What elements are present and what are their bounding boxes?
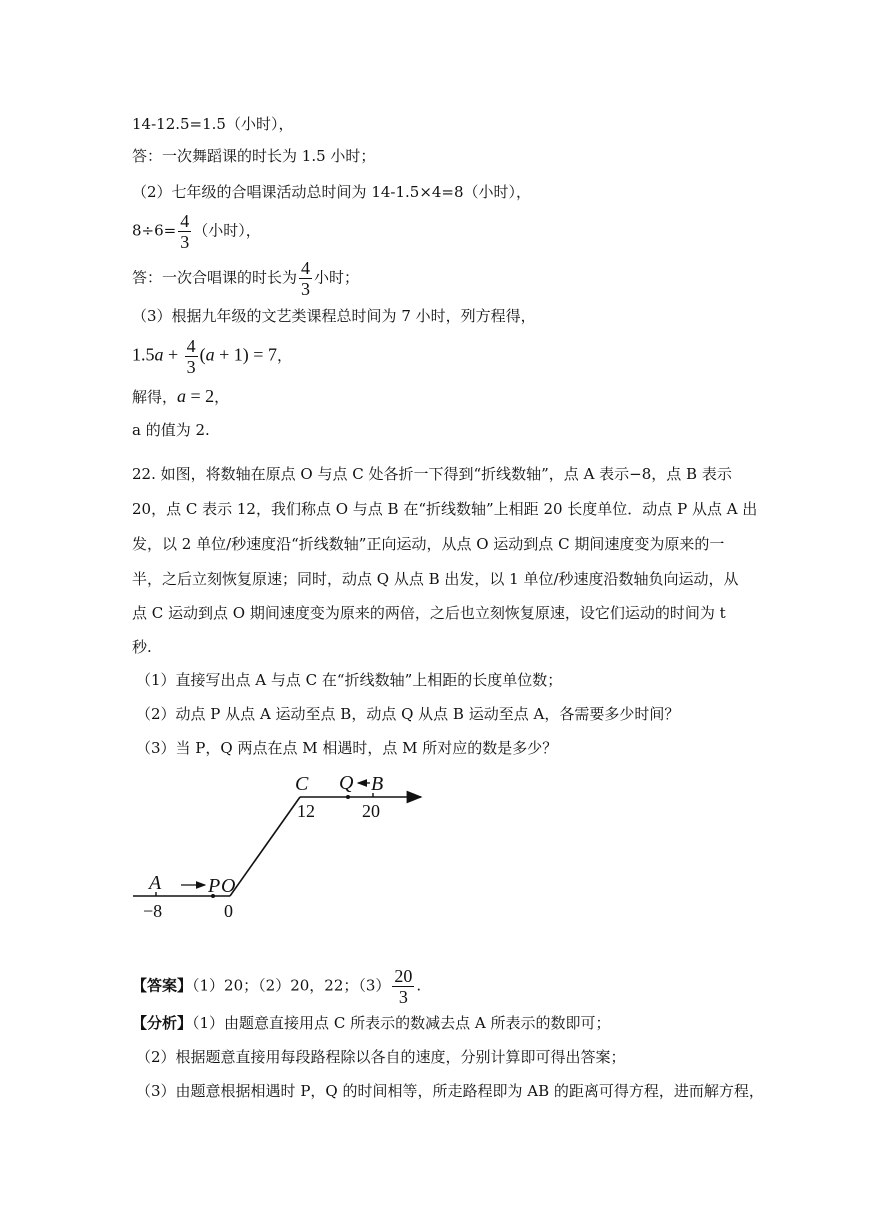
- fraction-numerator: 20: [394, 966, 413, 986]
- solution-line-1: 14-12.5=1.5（小时），: [132, 115, 294, 133]
- fraction-numerator: 4: [186, 336, 196, 356]
- problem-line-1: 22. 如图，将数轴在原点 O 与点 C 处各折一下得到“折线数轴”，点 A 表示−8，点 B 表示: [132, 465, 732, 483]
- analysis-tag: 【分析】: [132, 1014, 193, 1032]
- question-3: （3）当 P，Q 两点在点 M 相遇时，点 M 所对应的数是多少？: [136, 739, 558, 757]
- solution-line-4: [132, 211, 261, 252]
- equation-variable: a: [205, 344, 215, 365]
- answer-line: [132, 966, 421, 1007]
- tick-label-20: 20: [362, 801, 380, 821]
- fraction-denominator: 3: [301, 279, 311, 299]
- answer-tag: 【答案】: [132, 976, 193, 995]
- solve-value: = 2: [186, 386, 215, 406]
- question-2: （2）动点 P 从点 A 运动至点 B，动点 Q 从点 B 运动至点 A，各需要多少时间？: [136, 705, 680, 723]
- label-A: A: [149, 872, 162, 894]
- analysis-line-1: [132, 1013, 610, 1033]
- solve-text: 解得，: [132, 388, 178, 406]
- tick-label-0: 0: [224, 901, 233, 921]
- equation-paren: (: [199, 344, 206, 365]
- unit-text: 小时；: [314, 268, 360, 287]
- fraction-four-thirds: [299, 258, 312, 299]
- equation-plus: +: [163, 344, 183, 365]
- slanted-axis: [230, 797, 300, 896]
- unit-text: （小时），: [193, 221, 261, 240]
- analysis-line-2: （2）根据题意直接用每段路程除以各自的速度，分别计算即可得出答案；: [136, 1048, 626, 1066]
- equation-tail: + 1) = 7: [214, 344, 277, 365]
- solve-comma: ，: [214, 388, 230, 406]
- label-Q: Q: [339, 772, 354, 794]
- problem-line-2: 20，点 C 表示 12，我们称点 O 与点 B 在“折线数轴”上相距 20 长度单位．动点 P 从点 A 出: [132, 500, 758, 518]
- equation-coefficient: 1.5: [132, 344, 155, 365]
- fraction-twenty-thirds: [392, 966, 414, 1007]
- tick-label-neg8: −8: [143, 901, 163, 921]
- point-Q: [346, 795, 350, 799]
- folded-number-line-figure: [125, 765, 435, 925]
- analysis-line-3: （3）由题意根据相遇时 P，Q 的时间相等，所走路程即为 AB 的距离可得方程，进而解方程，: [136, 1082, 764, 1100]
- fraction-denominator: 3: [186, 357, 196, 377]
- equation-variable: a: [154, 344, 164, 365]
- solution-line-9: a 的值为 2.: [132, 421, 210, 439]
- solution-line-8: [132, 386, 229, 407]
- equation-line: [132, 336, 292, 377]
- label-P: P: [208, 875, 221, 897]
- answer-text: （1）20；（2）20，22；（3）: [192, 976, 391, 995]
- fraction-denominator: 3: [180, 232, 190, 252]
- division-text: 8÷6=: [132, 221, 177, 240]
- fraction-denominator: 3: [398, 987, 408, 1007]
- fraction-numerator: 4: [301, 258, 311, 278]
- solution-line-5: [132, 258, 359, 299]
- analysis-text-1: （1）由题意直接用点 C 所表示的数减去点 A 所表示的数即可；: [192, 1014, 611, 1032]
- problem-line-4: 半，之后立刻恢复原速；同时，动点 Q 从点 B 出发，以 1 单位/秒速度沿数轴负向运动，从: [132, 570, 739, 588]
- solution-line-3: （2）七年级的合唱课活动总时间为 14-1.5×4=8（小时），: [132, 183, 532, 201]
- answer-choir-text: 答：一次合唱课的时长为: [132, 268, 298, 287]
- problem-line-3: 发，以 2 单位/秒速度沿“折线数轴”正向运动，从点 O 运动到点 C 期间速度变为原来的一: [132, 535, 725, 553]
- label-B: B: [371, 773, 384, 795]
- fraction-four-thirds: [178, 211, 191, 252]
- problem-line-5: 点 C 运动到点 O 期间速度变为原来的两倍，之后也立刻恢复原速，设它们运动的时间为 t: [132, 604, 726, 622]
- label-C: C: [295, 773, 309, 795]
- label-O: O: [221, 875, 236, 897]
- fraction-numerator: 4: [180, 211, 190, 231]
- solution-line-2: 答：一次舞蹈课的时长为 1.5 小时；: [132, 147, 376, 165]
- problem-line-6: 秒.: [132, 638, 152, 656]
- answer-end: .: [416, 976, 422, 995]
- tick-label-12: 12: [297, 801, 315, 821]
- solve-variable: a: [177, 386, 187, 406]
- question-1: （1）直接写出点 A 与点 C 在“折线数轴”上相距的长度单位数；: [136, 671, 563, 689]
- solution-line-6: （3）根据九年级的文艺类课程总时间为 7 小时，列方程得，: [132, 307, 536, 325]
- fraction-four-thirds: [185, 336, 198, 377]
- equation-comma: ，: [276, 346, 292, 365]
